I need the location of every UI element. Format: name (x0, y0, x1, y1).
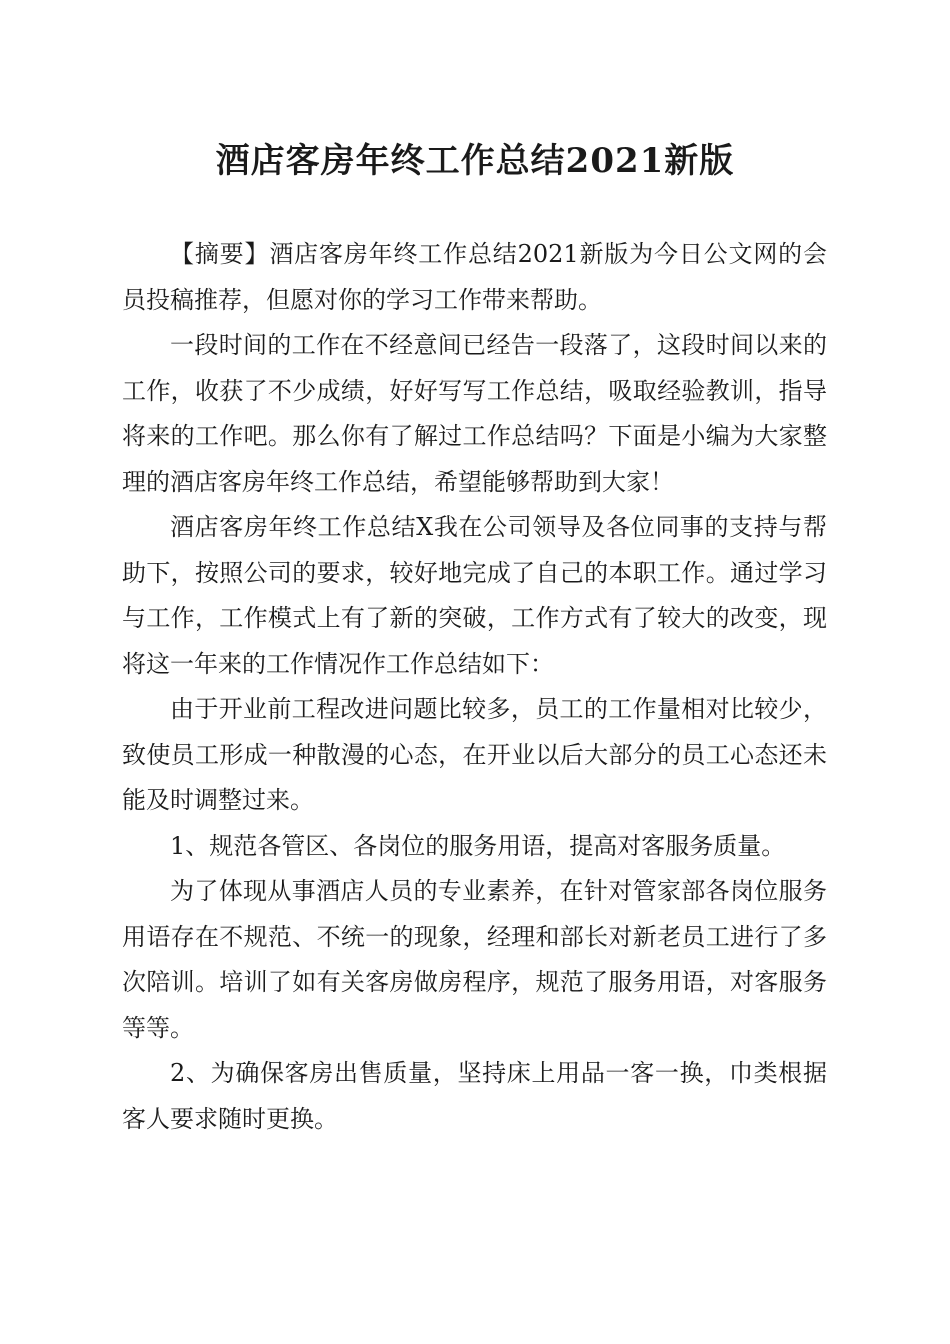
paragraph-item-2: 2、为确保客房出售质量，坚持床上用品一客一换，巾类根据客人要求随时更换。 (122, 1059, 827, 1133)
paragraph-overview: 酒店客房年终工作总结X我在公司领导及各位同事的支持与帮助下，按照公司的要求，较好地完成了自己的本职工作。通过学习与工作，工作模式上有了新的突破，工作方式有了较大的改变，现将这一年来的工作情况作工作总结如下： (122, 513, 827, 678)
paragraph-item-1-detail: 为了体现从事酒店人员的专业素养，在针对管家部各岗位服务用语存在不规范、不统一的现象，经理和部长对新老员工进行了多次陪训。培训了如有关客房做房程序，规范了服务用语，对客服务等等。 (122, 877, 827, 1042)
paragraph-item-1-heading: 1、规范各管区、各岗位的服务用语，提高对客服务质量。 (170, 831, 786, 860)
paragraph-background: 由于开业前工程改进问题比较多，员工的工作量相对比较少，致使员工形成一种散漫的心态，在开业以后大部分的员工心态还未能及时调整过来。 (122, 695, 827, 814)
document-title: 酒店客房年终工作总结2021新版 (215, 141, 735, 181)
paragraph-intro: 一段时间的工作在不经意间已经告一段落了，这段时间以来的工作，收获了不少成绩，好好写写工作总结，吸取经验教训，指导将来的工作吧。那么你有了解过工作总结吗？下面是小编为大家整理的酒店客房年终工作总结，希望能够帮助到大家！ (122, 331, 827, 496)
document-body (122, 232, 827, 1142)
paragraph-abstract: 【摘要】酒店客房年终工作总结2021新版为今日公文网的会员投稿推荐，但愿对你的学习工作带来帮助。 (122, 240, 827, 314)
